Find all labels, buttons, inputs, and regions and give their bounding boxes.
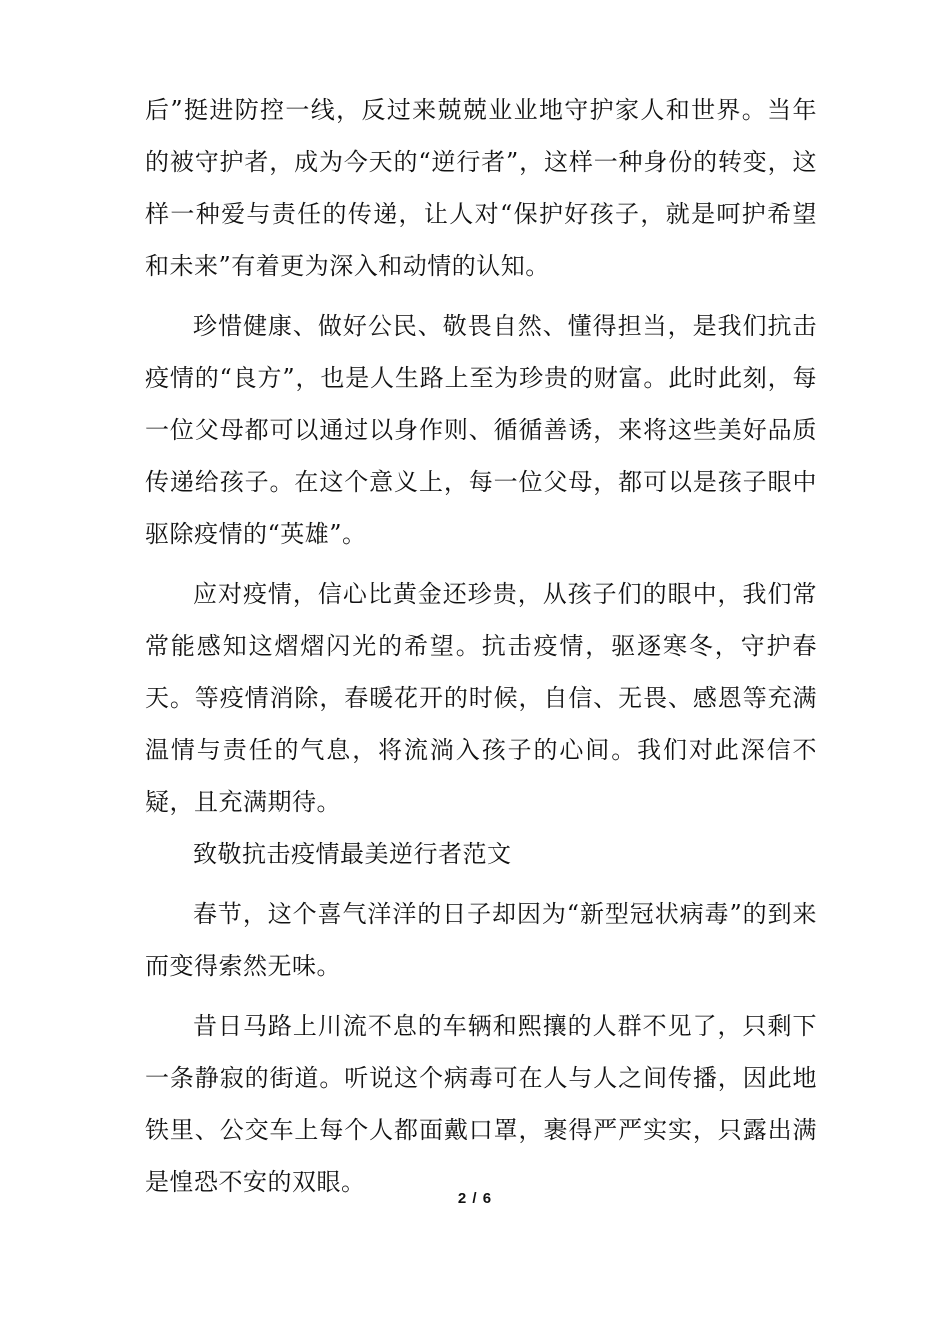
- page-number: 2 / 6: [457, 1190, 493, 1207]
- paragraph: 春节，这个喜气洋洋的日子却因为“新型冠状病毒”的到来而变得索然无味。: [145, 900, 817, 980]
- paragraph: 应对疫情，信心比黄金还珍贵，从孩子们的眼中，我们常常能感知这熠熠闪光的希望。抗击疫情，驱逐寒冬，守护春天。等疫情消除，春暖花开的时候，自信、无畏、感恩等充满温情与责任的气息，将流淌入孩子的心间。我们对此深信不疑，且充满期待。: [145, 580, 817, 816]
- document-body: [145, 84, 817, 1208]
- section-title: 致敬抗击疫情最美逆行者范文: [193, 840, 512, 868]
- paragraph: 珍惜健康、做好公民、敬畏自然、懂得担当，是我们抗击疫情的“良方”，也是人生路上至为珍贵的财富。此时此刻，每一位父母都可以通过以身作则、循循善诱，来将这些美好品质传递给孩子。在这个意义上，每一位父母，都可以是孩子眼中驱除疫情的“英雄”。: [145, 312, 817, 548]
- paragraph: 昔日马路上川流不息的车辆和熙攘的人群不见了，只剩下一条静寂的街道。听说这个病毒可在人与人之间传播，因此地铁里、公交车上每个人都面戴口罩，裹得严严实实，只露出满是惶恐不安的双眼。: [145, 1012, 817, 1196]
- paragraph-continuation: 后”挺进防控一线，反过来兢兢业业地守护家人和世界。当年的被守护者，成为今天的“逆行者”，这样一种身份的转变，这样一种爱与责任的传递，让人对“保护好孩子，就是呵护希望和未来”有着更为深入和动情的认知。: [145, 96, 817, 280]
